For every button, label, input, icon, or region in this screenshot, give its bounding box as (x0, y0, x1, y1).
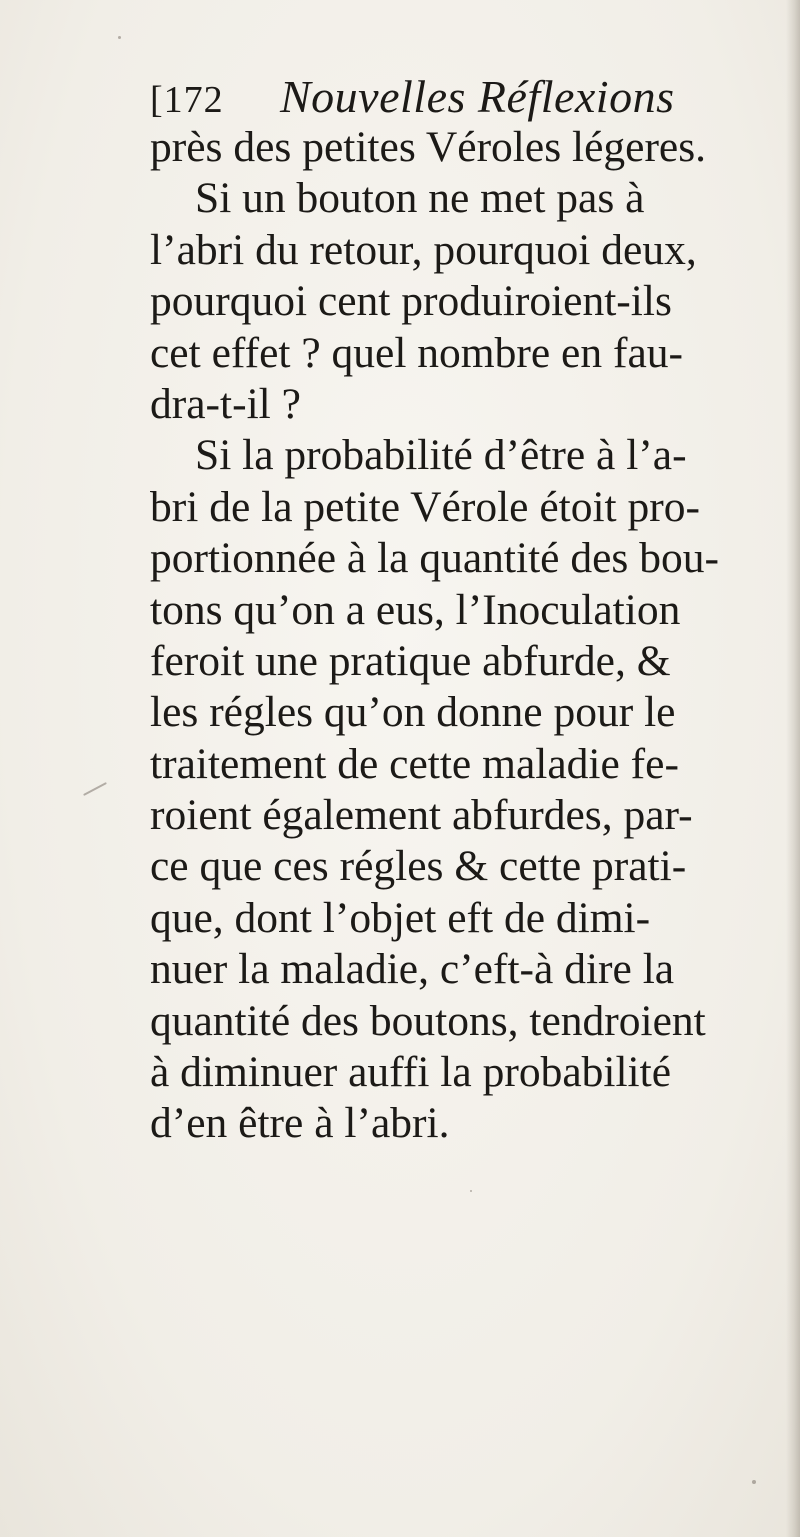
text-line: portionnée à la quantité des bou- (150, 534, 719, 583)
text-line: roient également abfurdes, par- (150, 791, 693, 840)
text-line: d’en être à l’abri. (150, 1099, 450, 1148)
text-line: les régles qu’on donne pour le (150, 688, 676, 737)
text-line: traitement de cette maladie fe- (150, 739, 679, 788)
text-line: cet effet ? quel nombre en fau- (150, 328, 684, 377)
text-line: à diminuer auffi la probabilité (150, 1048, 672, 1097)
text-line: pourquoi cent produiroient-ils (150, 277, 672, 326)
text-line: Si la probabilité d’être à l’a- (195, 431, 687, 480)
paper-speck (118, 36, 121, 39)
paper-speck (470, 1190, 472, 1192)
paper-speck (752, 1480, 756, 1484)
text-line: nuer la maladie, c’eft-à dire la (150, 945, 675, 994)
paper-speck (83, 782, 107, 796)
text-line: feroit une pratique abfurde, & (150, 636, 671, 685)
body-text (150, 122, 790, 1150)
text-line: quantité des boutons, tendroient (150, 996, 706, 1045)
text-line: dra-t-il ? (150, 379, 301, 428)
text-line: que, dont l’objet eft de dimi- (150, 893, 651, 942)
text-line: près des petites Véroles légeres. (150, 123, 707, 171)
running-title: Nouvelles Réflexions (280, 71, 675, 122)
text-line: Si un bouton ne met pas à (195, 174, 645, 223)
text-line: l’abri du retour, pourquoi deux, (150, 225, 697, 274)
text-line: bri de la petite Vérole étoit pro- (150, 482, 700, 531)
text-line: ce que ces régles & cette prati- (150, 842, 687, 891)
text-line: tons qu’on a eus, l’Inoculation (150, 585, 681, 634)
page-number: [172 (150, 79, 224, 121)
